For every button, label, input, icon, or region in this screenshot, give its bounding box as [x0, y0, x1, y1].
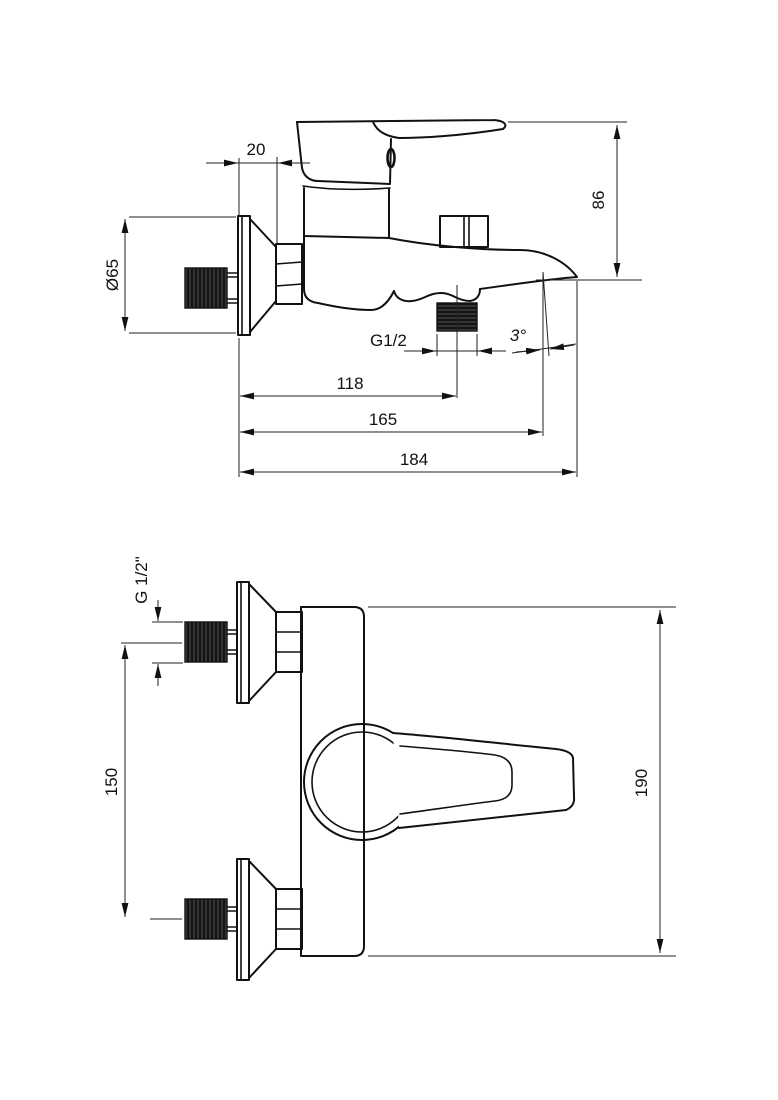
- dim-lengths: [239, 281, 577, 477]
- dim-spout-angle: [510, 272, 576, 436]
- plan-view-dimensions: [102, 556, 676, 956]
- dim-label-g12: G1/2: [370, 331, 407, 350]
- inlet-pipes-upper: [227, 630, 237, 654]
- dim-label-20: 20: [246, 140, 266, 159]
- handle-body: [297, 122, 391, 184]
- escutcheon-cone: [250, 219, 276, 332]
- lower-inlet-assembly: [185, 859, 302, 980]
- dim-label-3deg: 3°: [509, 326, 527, 345]
- dim-inlet-thread: [132, 556, 183, 686]
- inlet-nipple-thread-lower: [185, 899, 227, 939]
- dim-height: [508, 122, 642, 280]
- side-view-dimensions: [103, 122, 642, 477]
- escutcheon-plate-lower: [237, 859, 249, 980]
- dim-label-o65: Ø65: [103, 258, 122, 292]
- spout-top-edge: [389, 238, 577, 277]
- diverter-knob: [440, 216, 488, 247]
- dim-label-150: 150: [102, 767, 121, 797]
- handle-skirt-joint: [303, 186, 390, 189]
- dim-outlet-thread: [370, 285, 506, 398]
- inlet-nipple-thread-upper: [185, 622, 227, 662]
- escutcheon-cone-lower: [249, 861, 276, 978]
- hex-nut: [276, 244, 302, 304]
- dim-label-118: 118: [336, 374, 364, 393]
- escutcheon-cone-upper: [249, 584, 276, 701]
- escutcheon-plate-upper: [237, 582, 249, 703]
- side-view-faucet-outline: [185, 120, 577, 335]
- plan-view-faucet-outline: [185, 582, 574, 980]
- escutcheon-plate: [238, 216, 250, 335]
- dim-label-165: 165: [368, 410, 398, 429]
- wall-escutcheon: [238, 216, 302, 335]
- inlet-pipes-lower: [227, 907, 237, 931]
- dim-label-190: 190: [632, 768, 651, 798]
- plan-view: [102, 556, 676, 980]
- outlet-housing: [394, 289, 480, 301]
- inlet-nipple-thread: [185, 268, 227, 308]
- faucet-barrel: [304, 236, 318, 303]
- dim-label-86: 86: [589, 190, 608, 210]
- dim-label-184: 184: [399, 450, 429, 469]
- faucet-body-plan: [301, 607, 364, 956]
- upper-inlet-assembly: [185, 582, 302, 703]
- lever-handle-blade: [297, 120, 505, 138]
- side-view: [103, 120, 642, 477]
- hex-nut-upper: [276, 612, 302, 672]
- cartridge-housing: [304, 188, 389, 238]
- dim-inlet-spacing: [102, 643, 182, 919]
- hex-nut-lower: [276, 889, 302, 949]
- spout-underside: [318, 291, 394, 310]
- spout-underside-right: [480, 277, 577, 289]
- dim-label-g12in: G 1/2": [132, 556, 151, 604]
- inlet-pipes: [227, 273, 238, 303]
